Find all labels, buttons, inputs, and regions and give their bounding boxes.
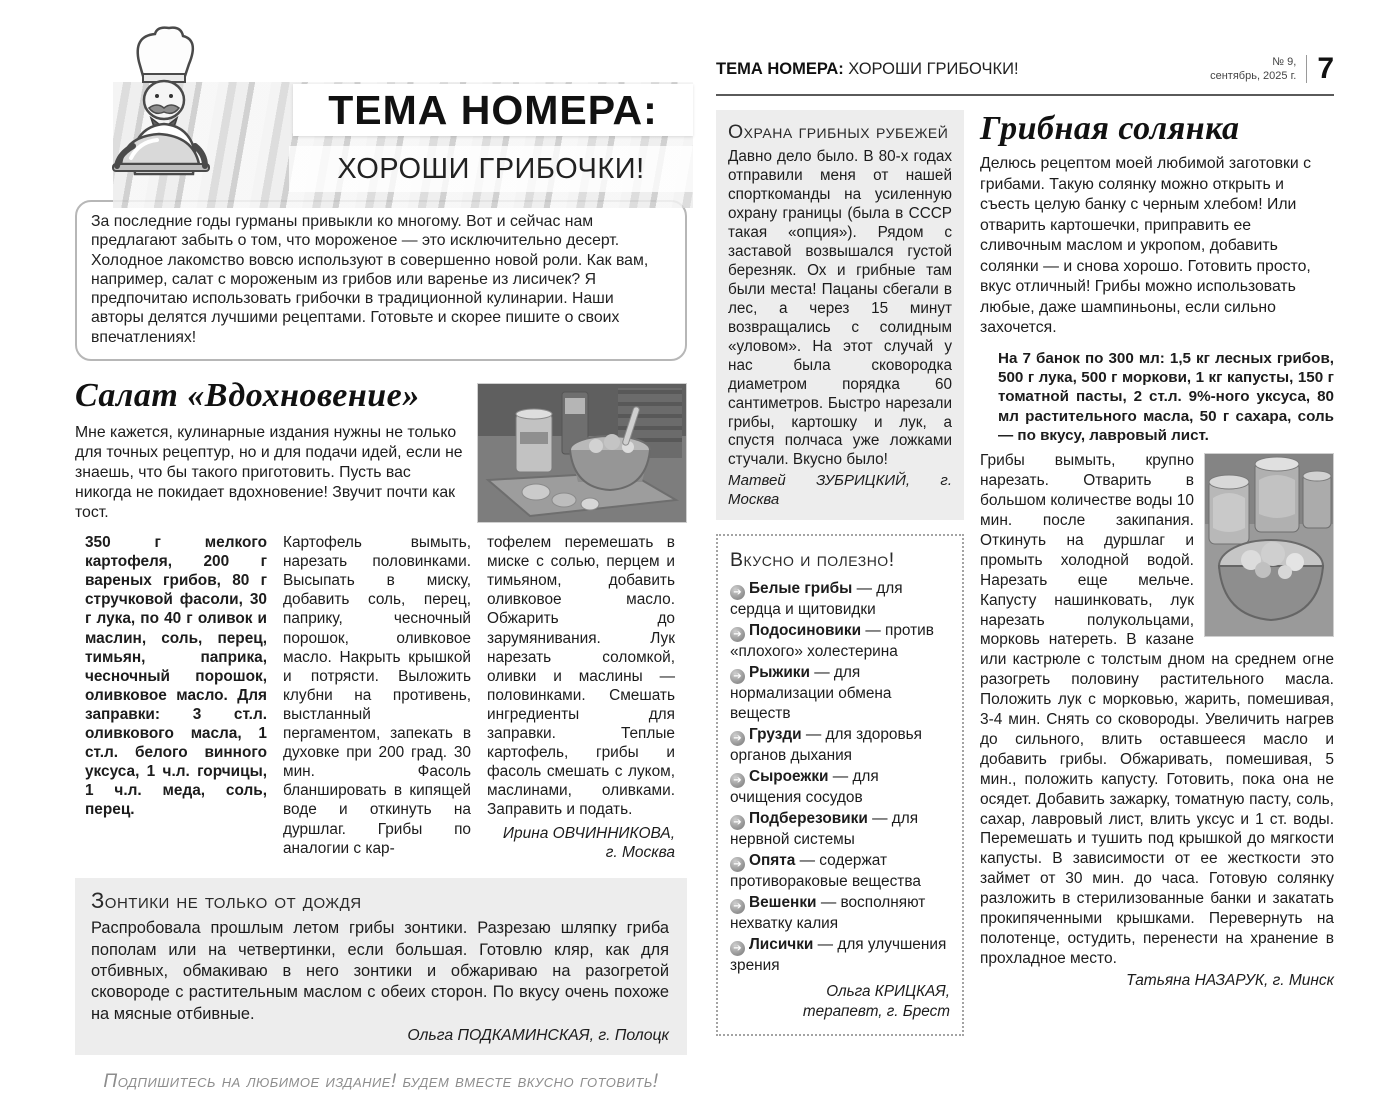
- editor-intro-box: [75, 200, 687, 361]
- salad-article-top: [75, 377, 687, 523]
- solyanka-photo: [1204, 453, 1334, 637]
- arrow-bullet-icon: ➔: [730, 731, 745, 746]
- arrow-bullet-icon: ➔: [730, 669, 745, 684]
- list-item: ➔ Вешенки — восполняют нехватку калия: [730, 894, 926, 933]
- header-kicker: ТЕМА НОМЕРА:: [716, 59, 844, 78]
- left-page: [75, 26, 687, 1093]
- border-guard-story-box: [716, 110, 964, 520]
- arrow-bullet-icon: ➔: [730, 585, 745, 600]
- salad-author: Ирина ОВЧИННИКОВА, г. Москва: [502, 824, 675, 861]
- benefits-box: [716, 534, 964, 1036]
- umbrella-story-text: Распробовала прошлым летом грибы зонтики. Разрезаю шляпку гриба пополам или на четвертинки, если большая. Готовлю кляр, как для отбивных, обмакиваю в него зонтики и обжариваю на разогретой сковороде с растительным маслом с обеих сторон. По вкусу очень похоже на мясные отбивные.: [91, 919, 669, 1023]
- arrow-bullet-icon: ➔: [730, 941, 745, 956]
- solyanka-photo-image: [1205, 454, 1333, 636]
- page-header: [716, 52, 1334, 96]
- list-item: ➔ Сыроежки — для очищения сосудов: [730, 767, 879, 806]
- issue-info: № 9, сентябрь, 2025 г.: [1210, 55, 1307, 84]
- editor-intro-text: За последние годы гурманы привыкли ко многому. Вот и сейчас нам предлагают забыть о том, что мороженое — это исключительно десерт. Холодное лакомство вовсю используют в совершенно новой роли. Как вам, например, салат с мороженым из грибов или варенье из лисичек? Я предпочитаю использовать грибочки в традиционной кулинарии. Наши авторы делятся лучшими рецептами. Готовьте и скорее пишите о своих впечатлениях!: [91, 213, 649, 346]
- salad-article-lead: Мне кажется, кулинарные издания нужны не только для точных рецептур, но и для подачи идей, если не знаешь, что бы такого приготовить. Пусть вас никогда не покидает вдохновение! Звучит почти как тост.: [75, 423, 463, 522]
- border-guard-story-text: Давно дело было. В 80-х годах отправили меня от нашей спорткоманды на усиленную охрану границы (была в СССР такая «опция»). Рядом с заставой возвышался густой березняк. Ох и грибные там были места! Пацаны сбегали в лес, а через 15 минут возвращались с солидным «уловом». На этот случай у нас была сковородка диаметром порядка 60 сантиметров. Быстро нарезали грибы, картошку и лук, а спустя полчаса уже ложками стучали. Вкусно было!: [728, 148, 952, 469]
- salad-article-title: Салат «Вдохновение»: [75, 376, 420, 414]
- list-item: ➔ Лисички — для улучшения зрения: [730, 936, 947, 975]
- salad-recipe-columns: [75, 533, 687, 862]
- solyanka-title: Грибная солянка: [980, 110, 1240, 147]
- solyanka-lead: Делюсь рецептом моей любимой заготовки с грибами. Такую солянку можно открыть и съесть целую банку с черным хлебом! Или отварить картошечки, приправить ее сливочным маслом и укропом, добавить солянки — и снова хорошо. Готовить просто, вкус отличный! Грибы можно использовать любые, даже шампиньоны, если сильно захочется.: [980, 155, 1311, 337]
- middle-column: [716, 110, 964, 1036]
- solyanka-ingredients: На 7 банок по 300 мл: 1,5 кг лесных грибов, 500 г лука, 500 г моркови, 1 кг капусты, 150 г томатной пасты, 2 ст.л. 9%-ного уксуса, 80 мл растительного масла, 50 г сахара, соль — по вкусу, лавровый лист.: [998, 349, 1334, 444]
- salad-photo: [477, 383, 687, 523]
- arrow-bullet-icon: ➔: [730, 899, 745, 914]
- salad-ingredients: 350 г мелкого картофеля, 200 г вареных грибов, 80 г стручковой фасоли, 30 г лука, по 40 г оливок и маслин, соль, перец, тимьян, паприка, чесночный порошок, оливковое масло. Для заправки: 3 ст.л. оливкового масла, 1 ст.л. белого винного уксуса, 1 ч.л. горчицы, 1 ч.л. меда, соль, перец.: [85, 534, 267, 819]
- list-item: ➔ Грузди — для здоровья органов дыхания: [730, 725, 923, 764]
- umbrella-story-author: Ольга ПОДКАМИНСКАЯ, г. Полоцк: [407, 1026, 669, 1044]
- benefits-title: Вкусно и полезно!: [730, 548, 895, 571]
- solyanka-method: Грибы вымыть, крупно нарезать. Отварить в большом количестве воды 10 мин. после закипания. Откинуть на дуршлаг и промыть холодной водой. Нарезать еще мельче. Капусту нашинковать, лук нарезать полукольцами, морковь натереть. В казане или кастрюле с толстым дном на среднем огне разогреть половину растительного масла. Положить лук с морковью, жарить, помешивая, 3-4 мин. Снять со сковороды. Увеличить нагрев до сильного, влить оставшееся масло и добавить грибы. Обжаривать, помешивая, 5 мин., положить капусту. Готовить, пока она не осядет. Добавить зажарку, томатную пасту, соль, сахар, лавровый лист, влить уксус и 1 ст. воды. Перемешать и тушить под крышкой до мягкости капусты. В зависимости от ее жесткости это займет от 30 мин. до часа. Готовую солянку разложить в стерилизованные банки и закатать прокипяченными крышками. Перевернуть на полотенце, остудить, перенести на хранение в прохладное место.: [980, 452, 1334, 967]
- arrow-bullet-icon: ➔: [730, 815, 745, 830]
- list-item: ➔ Опята — содержат противораковые вещества: [730, 852, 921, 891]
- page-number: 7: [1317, 52, 1334, 85]
- umbrella-story-title: Зонтики не только от дождя: [91, 888, 362, 914]
- salad-method-col2: тофелем перемешать в миске с солью, перцем и тимьяном, добавить оливковое масло. Обжарить до зарумянивания. Лук нарезать соломкой, оливки и маслины — половинками. Смешать ингредиенты для заправки. Теплые картофель, грибы и фасоль смешать с луком, маслинами, оливками. Заправить и подать.: [487, 534, 675, 819]
- subscribe-banner: Подпишитесь на любимое издание! будем вместе вкусно готовить!: [103, 1070, 659, 1092]
- border-guard-story-title: Охрана грибных рубежей: [728, 121, 949, 143]
- salad-method-col1: Картофель вымыть, нарезать половинками. Высыпать в миску, добавить соль, перец, паприку, чесночный порошок, оливковое масло. Накрыть крышкой и потрясти. Выложить клубни на противень, выстланный пергаментом, запекать в духовке при 200 град. 30 мин. Фасоль бланшировать в кипящей воде и откинуть на дуршлаг. Грибы по аналогии с кар-: [283, 534, 471, 857]
- list-item: ➔ Подосиновики — против «плохого» холестерина: [730, 621, 934, 660]
- arrow-bullet-icon: ➔: [730, 857, 745, 872]
- chef-illustration: [81, 24, 237, 200]
- right-page: [716, 52, 1334, 1036]
- theme-title: ХОРОШИ ГРИБОЧКИ!: [289, 146, 693, 192]
- umbrella-story-box: [75, 878, 687, 1055]
- solyanka-article: [980, 110, 1334, 1036]
- solyanka-author: Татьяна НАЗАРУК, г. Минск: [1126, 971, 1334, 989]
- arrow-bullet-icon: ➔: [730, 627, 745, 642]
- arrow-bullet-icon: ➔: [730, 773, 745, 788]
- theme-banner: [75, 26, 687, 198]
- salad-photo-image: [478, 384, 686, 522]
- list-item: ➔ Белые грибы — для сердца и щитовидки: [730, 579, 903, 618]
- header-kicker-title: ХОРОШИ ГРИБОЧКИ!: [848, 59, 1019, 78]
- benefits-author: Ольга КРИЦКАЯ, терапевт, г. Брест: [802, 983, 950, 1020]
- theme-kicker: ТЕМА НОМЕРА:: [293, 84, 693, 136]
- list-item: ➔ Рыжики — для нормализации обмена веществ: [730, 663, 892, 722]
- border-guard-story-author: Матвей ЗУБРИЦКИЙ, г. Москва: [728, 472, 952, 508]
- chef-icon: [81, 24, 237, 200]
- list-item: ➔ Подберезовики — для нервной системы: [730, 810, 919, 848]
